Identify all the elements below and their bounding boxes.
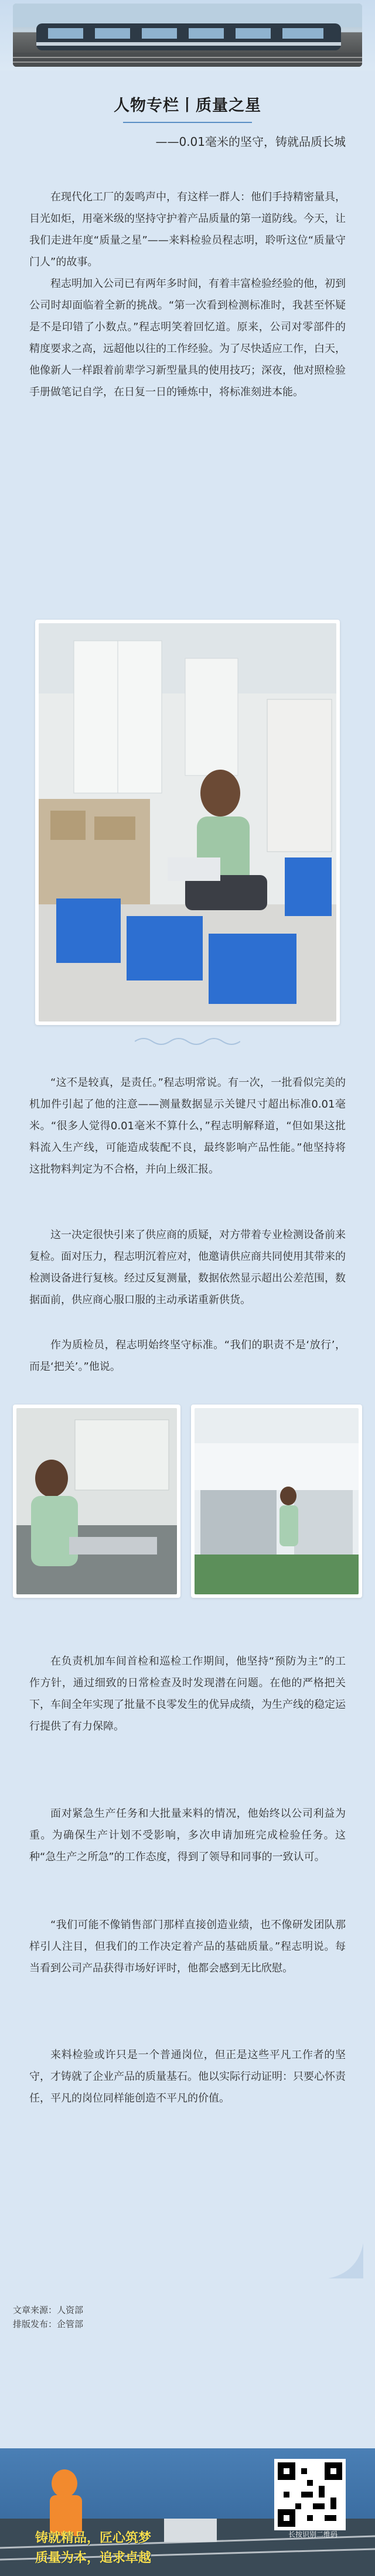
- top-banner: [0, 0, 375, 70]
- qr-caption: 长按识别二维码: [288, 2530, 338, 2539]
- inspector-measuring-image: [16, 1408, 177, 1594]
- paragraph-reflection: “我们可能不像销售部门那样直接创造业绩，也不像研发团队那样引人注目，但我们的工作决定着产品的基础质量。”程志明说。每当看到公司产品获得市场好评时，他都会感到无比欣慰。: [29, 1919, 346, 1974]
- bottom-banner: [0, 2448, 375, 2576]
- credit-source: 文章来源：人资部: [13, 2305, 84, 2315]
- paragraph-duty: 作为质检员，程志明始终坚守标准。“我们的职责不是‘放行’，而是‘把关’。”他说。: [29, 1339, 346, 1373]
- credit-editor: 排版发布：企管部: [13, 2319, 84, 2329]
- qr-code-image[interactable]: [274, 2459, 346, 2530]
- photo-card-main: [35, 620, 340, 1025]
- photo-card-right: [191, 1405, 362, 1598]
- paragraph-supplier: 这一决定很快引来了供应商的质疑，对方带着专业检测设备前来复检。面对压力，程志明沉着应对，他邀请供应商共同使用其带来的检测设备进行复核。经过反复测量，数据依然显示超出公差范围，数据面前，供应商心服口服的主动承诺重新供货。: [29, 1229, 346, 1306]
- paragraph-intro: 在现代化工厂的轰鸣声中，有这样一群人：他们手持精密量具，目光如炬，用毫米级的坚持守护着产品质量的第一道防线。今天，让我们走进年度“质量之星”——来料检验员程志明，聆听这位“质量守门人”的故事。: [29, 191, 346, 268]
- paragraph-urgent-tasks: 面对紧急生产任务和大批量来料的情况，他始终以公司利益为重。为确保生产计划不受影响，多次申请加班完成检验任务。这种“急生产之所急”的工作态度，得到了领导和同事的一致认可。: [29, 1808, 346, 1863]
- qr-code-icon: [278, 2462, 342, 2527]
- title-block: [18, 75, 357, 180]
- title-underline: [123, 122, 252, 123]
- credits-block: [13, 2303, 83, 2331]
- workshop-inspection-image: [195, 1408, 359, 1594]
- photo-card-left: [13, 1405, 180, 1598]
- article-subtitle: ——0.01毫米的坚守，铸就品质长城: [155, 135, 346, 149]
- inspector-workbench-image: [39, 623, 336, 1021]
- slogan-line-1: 铸就精品，匠心筑梦: [35, 2531, 152, 2546]
- paragraph-prevention: 在负责机加车间首检和巡检工作期间，他坚持“预防为主”的工作方针，通过细致的日常检查及时发现潜在问题。在他的严格把关下，车间全年实现了批量不良零发生的优异成绩，为生产线的稳定运行提供了有力保障。: [29, 1655, 346, 1733]
- corner-curl-decoration: [328, 2243, 363, 2278]
- article-title: 人物专栏丨质量之星: [114, 97, 261, 115]
- wave-divider: [135, 1036, 240, 1047]
- slogan-line-2: 质量为本，追求卓越: [35, 2551, 152, 2565]
- banner-train-image: [13, 4, 362, 67]
- paragraph-conclusion: 来料检验或许只是一个普通岗位，但正是这些平凡工作者的坚守，才铸就了企业产品的质量基石。他以实际行动证明：只要心怀责任，平凡的岗位同样能创造不平凡的价值。: [29, 2049, 346, 2104]
- paragraph-background: 程志明加入公司已有两年多时间，有着丰富检验经验的他，初到公司时却面临着全新的挑战。“第一次看到检测标准时，我甚至怀疑是不是印错了小数点。”程志明笑着回忆道。原来，公司对零部件的精度要求之高，远超他以往的工作经验。为了尽快适应工作，白天，他像新人一样跟着前辈学习新型量具的使用技巧；深夜，他对照检验手册做笔记自学，在日复一日的锤炼中，将标准刻进本能。: [29, 278, 346, 398]
- paragraph-incident: “这不是较真，是责任。”程志明常说。有一次，一批看似完美的机加件引起了他的注意——测量数据显示关键尺寸超出标准0.01毫米。“很多人觉得0.01毫米不算什么，”程志明解释道，“但如果这批料流入生产线，可能造成装配不良，最终影响产品性能。”他坚持将这批物料判定为不合格，并向上级汇报。: [29, 1077, 346, 1176]
